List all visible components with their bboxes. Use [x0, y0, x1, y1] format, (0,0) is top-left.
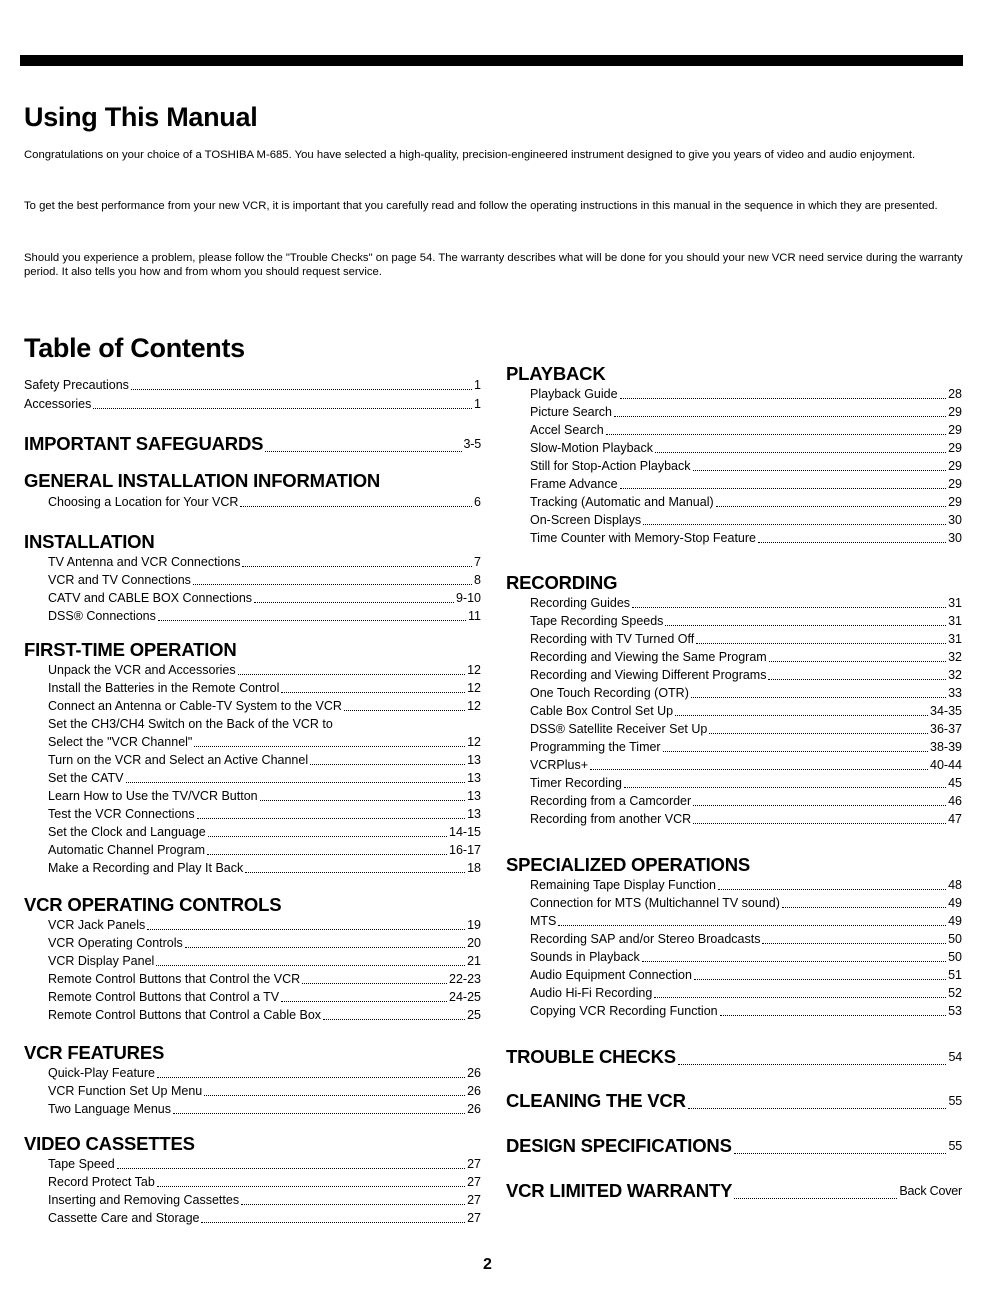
toc-entry-page: 47 [948, 812, 962, 826]
toc-entry[interactable] [530, 404, 962, 420]
dot-leader [302, 983, 447, 984]
toc-entry-page: 40-44 [930, 758, 962, 772]
toc-entry-page: 31 [948, 596, 962, 610]
toc-entry[interactable] [24, 396, 481, 412]
dot-leader [344, 710, 465, 711]
toc-title: Table of Contents [24, 333, 245, 363]
toc-entry-page: 55 [948, 1139, 962, 1153]
toc-entry-page: 50 [948, 932, 962, 946]
toc-entry-page: 25 [467, 1008, 481, 1022]
toc-entry[interactable] [530, 721, 962, 737]
dot-leader [93, 408, 472, 409]
toc-entry[interactable] [530, 967, 962, 983]
dot-leader [716, 506, 946, 507]
toc-entry[interactable] [48, 1210, 481, 1226]
toc-entry-label: Recording from another VCR [530, 812, 692, 826]
toc-entry[interactable] [530, 649, 962, 665]
toc-entry[interactable] [48, 1101, 481, 1117]
toc-entry[interactable] [530, 512, 962, 528]
toc-entry-page: 27 [467, 1157, 481, 1171]
toc-entry-page: 12 [467, 681, 481, 695]
dot-leader [242, 566, 472, 567]
toc-entry-page: 32 [948, 650, 962, 664]
dot-leader [117, 1168, 465, 1169]
toc-entry[interactable] [530, 775, 962, 791]
toc-entry[interactable] [48, 572, 481, 588]
dot-leader [693, 470, 947, 471]
toc-entry-page: 1 [474, 397, 481, 411]
intro-paragraph: Congratulations on your choice of a TOSHIBA M-685. You have selected a high-quality, precision-engineered instrument designed to give you years of video and audio enjoyment. [24, 149, 916, 161]
toc-section-heading: VCR OPERATING CONTROLS [24, 894, 282, 915]
toc-entry-page: 8 [474, 573, 481, 587]
toc-entry-label: One Touch Recording (OTR) [530, 686, 689, 700]
toc-entry[interactable] [530, 458, 962, 474]
toc-section-heading: VIDEO CASSETTES [24, 1133, 195, 1154]
toc-entry-page: 29 [948, 441, 962, 455]
dot-leader [197, 818, 465, 819]
toc-entry-label: Time Counter with Memory-Stop Feature [530, 531, 757, 545]
toc-entry[interactable] [530, 931, 962, 947]
toc-entry-label: Remote Control Buttons that Control the VCR [48, 972, 301, 986]
dot-leader [675, 715, 928, 716]
toc-entry-page: 54 [948, 1050, 962, 1064]
toc-entry-page: 12 [467, 735, 481, 749]
dot-leader [240, 506, 472, 507]
toc-entry[interactable] [48, 1174, 481, 1190]
toc-entry-page: Back Cover [899, 1184, 962, 1198]
dot-leader [642, 961, 946, 962]
toc-entry-label: Recording and Viewing the Same Program [530, 650, 767, 664]
toc-entry-label: Turn on the VCR and Select an Active Channel [48, 753, 309, 767]
toc-entry[interactable] [48, 806, 481, 822]
toc-entry-page: 53 [948, 1004, 962, 1018]
toc-entry-label: DSS® Satellite Receiver Set Up [530, 722, 708, 736]
toc-entry-label: VCR Operating Controls [48, 936, 183, 950]
toc-entry-page: 49 [948, 914, 962, 928]
toc-section-entry[interactable] [506, 1046, 962, 1068]
toc-section-heading: GENERAL INSTALLATION INFORMATION [24, 470, 381, 491]
toc-entry-label: Audio Equipment Connection [530, 968, 692, 982]
toc-entry-label: Connect an Antenna or Cable-TV System to the VCR [48, 699, 342, 713]
toc-entry-page: 3-5 [463, 437, 481, 451]
toc-entry[interactable] [530, 386, 962, 402]
toc-entry-page: 48 [948, 878, 962, 892]
toc-entry[interactable] [530, 985, 962, 1001]
toc-section-heading: RECORDING [506, 572, 618, 593]
dot-leader [606, 434, 946, 435]
toc-entry-page: 14-15 [449, 825, 481, 839]
toc-entry-page: 29 [948, 423, 962, 437]
toc-entry-page: 49 [948, 896, 962, 910]
toc-entry[interactable] [530, 667, 962, 683]
toc-entry-page: 55 [948, 1094, 962, 1108]
toc-entry-label: Cable Box Control Set Up [530, 704, 674, 718]
toc-entry-page: 21 [467, 954, 481, 968]
toc-entry-label: Set the CATV [48, 771, 124, 785]
dot-leader [758, 542, 946, 543]
dot-leader [265, 451, 461, 452]
toc-entry-page: 13 [467, 771, 481, 785]
toc-entry[interactable] [530, 895, 962, 911]
dot-leader [620, 488, 947, 489]
toc-entry-page: 20 [467, 936, 481, 950]
toc-entry[interactable] [530, 613, 962, 629]
toc-entry-label: Two Language Menus [48, 1102, 172, 1116]
toc-entry[interactable] [48, 1083, 481, 1099]
dot-leader [691, 697, 946, 698]
toc-entry-page: 38-39 [930, 740, 962, 754]
toc-entry-page: 18 [467, 861, 481, 875]
dot-leader [208, 836, 447, 837]
toc-section-label: VCR LIMITED WARRANTY [506, 1180, 733, 1201]
dot-leader [310, 764, 465, 765]
toc-entry[interactable] [48, 917, 481, 933]
toc-entry-label: Install the Batteries in the Remote Control [48, 681, 280, 695]
dot-leader [694, 979, 946, 980]
toc-entry-label: Recording Guides [530, 596, 631, 610]
toc-entry-label: Set the Clock and Language [48, 825, 206, 839]
dot-leader [173, 1113, 465, 1114]
dot-leader [768, 679, 946, 680]
toc-entry-page: 36-37 [930, 722, 962, 736]
toc-entry-page: 30 [948, 531, 962, 545]
toc-entry[interactable] [48, 788, 481, 804]
toc-entry-label: Still for Stop-Action Playback [530, 459, 691, 473]
dot-leader [762, 943, 946, 944]
dot-leader [665, 625, 946, 626]
dot-leader [241, 1204, 465, 1205]
toc-entry-label: Picture Search [530, 405, 612, 419]
toc-entry-label: Playback Guide [530, 387, 618, 401]
toc-entry-page: 46 [948, 794, 962, 808]
toc-entry[interactable] [530, 913, 962, 929]
toc-entry[interactable] [530, 1003, 962, 1019]
toc-entry-page: 50 [948, 950, 962, 964]
toc-entry[interactable] [48, 680, 481, 696]
toc-entry-label: Accel Search [530, 423, 604, 437]
toc-entry[interactable] [48, 1192, 481, 1208]
dot-leader [157, 1077, 465, 1078]
toc-entry[interactable] [530, 595, 962, 611]
toc-entry-page: 31 [948, 632, 962, 646]
toc-entry-page: 22-23 [449, 972, 481, 986]
toc-entry-label: VCR and TV Connections [48, 573, 191, 587]
toc-entry-label: VCRPlus+ [530, 758, 589, 772]
toc-entry[interactable] [48, 860, 481, 876]
toc-entry-page: 31 [948, 614, 962, 628]
dot-leader [156, 965, 465, 966]
toc-entry-label: Copying VCR Recording Function [530, 1004, 718, 1018]
dot-leader [147, 929, 465, 930]
dot-leader [245, 872, 465, 873]
toc-entry-label: Slow-Motion Playback [530, 441, 653, 455]
top-rule [20, 55, 963, 66]
toc-entry[interactable] [530, 757, 962, 773]
dot-leader [643, 524, 946, 525]
dot-leader [614, 416, 946, 417]
toc-section-heading: FIRST-TIME OPERATION [24, 639, 237, 660]
dot-leader [281, 692, 465, 693]
toc-entry-label: Accessories [24, 397, 92, 411]
dot-leader [207, 854, 447, 855]
toc-entry-label: Cassette Care and Storage [48, 1211, 200, 1225]
toc-entry-page: 12 [467, 699, 481, 713]
dot-leader [693, 823, 946, 824]
toc-entry[interactable] [48, 824, 481, 840]
toc-entry-label: Connection for MTS (Multichannel TV sound) [530, 896, 780, 910]
toc-section-heading: VCR FEATURES [24, 1042, 165, 1063]
toc-entry-label: Select the "VCR Channel" [48, 735, 193, 749]
toc-section-label: CLEANING THE VCR [506, 1090, 686, 1111]
toc-entry[interactable] [48, 698, 481, 714]
toc-entry-label: Make a Recording and Play It Back [48, 861, 244, 875]
intro-paragraph: To get the best performance from your new VCR, it is important that you carefully read and follow the operating instructions in this manual in the sequence in which they are presented. [24, 200, 938, 212]
toc-entry[interactable] [530, 631, 962, 647]
dot-leader [688, 1108, 947, 1109]
toc-entry[interactable] [48, 770, 481, 786]
toc-entry[interactable] [530, 476, 962, 492]
dot-leader [204, 1095, 465, 1096]
toc-entry[interactable] [530, 703, 962, 719]
toc-entry-page: 29 [948, 477, 962, 491]
toc-entry-label: Frame Advance [530, 477, 618, 491]
toc-section-entry[interactable] [506, 1135, 962, 1157]
toc-entry-label: Learn How to Use the TV/VCR Button [48, 789, 258, 803]
toc-entry-page: 51 [948, 968, 962, 982]
toc-entry-page: 52 [948, 986, 962, 1000]
dot-leader [194, 746, 465, 747]
toc-entry[interactable] [48, 1156, 481, 1172]
dot-leader [678, 1064, 947, 1065]
dot-leader [254, 602, 454, 603]
toc-entry[interactable] [48, 971, 481, 987]
toc-entry[interactable] [48, 590, 481, 606]
dot-leader [734, 1198, 897, 1199]
toc-entry-label: Recording with TV Turned Off [530, 632, 695, 646]
toc-entry[interactable] [530, 811, 962, 827]
toc-entry[interactable] [48, 734, 481, 750]
toc-entry-page: 19 [467, 918, 481, 932]
toc-entry[interactable] [530, 440, 962, 456]
toc-entry-page: 30 [948, 513, 962, 527]
toc-entry-page: 29 [948, 405, 962, 419]
dot-leader [260, 800, 465, 801]
toc-entry-label: Programming the Timer [530, 740, 661, 754]
toc-section-label: TROUBLE CHECKS [506, 1046, 676, 1067]
toc-entry-label: MTS [530, 914, 557, 928]
toc-entry-label: Quick-Play Feature [48, 1066, 155, 1080]
toc-entry-page: 13 [467, 789, 481, 803]
toc-entry[interactable] [530, 793, 962, 809]
toc-entry[interactable] [48, 1065, 481, 1081]
toc-entry[interactable] [530, 685, 962, 701]
toc-entry[interactable] [48, 608, 481, 624]
toc-entry-label: VCR Jack Panels [48, 918, 146, 932]
toc-entry-label: Tape Speed [48, 1157, 115, 1171]
dot-leader [782, 907, 946, 908]
toc-entry-label: Audio Hi-Fi Recording [530, 986, 653, 1000]
toc-entry-label: CATV and CABLE BOX Connections [48, 591, 253, 605]
toc-entry[interactable] [530, 877, 962, 893]
dot-leader [238, 674, 466, 675]
toc-entry-page: 24-25 [449, 990, 481, 1004]
dot-leader [590, 769, 928, 770]
toc-entry-page: 29 [948, 459, 962, 473]
toc-entry-page: 9-10 [455, 591, 481, 605]
toc-section-heading: SPECIALIZED OPERATIONS [506, 854, 751, 875]
intro-title: Using This Manual [24, 102, 258, 132]
toc-entry-label: Set the CH3/CH4 Switch on the Back of the VCR to [48, 717, 333, 731]
toc-entry[interactable] [48, 935, 481, 951]
toc-entry-label: VCR Function Set Up Menu [48, 1084, 203, 1098]
dot-leader [193, 584, 472, 585]
dot-leader [185, 947, 465, 948]
toc-entry-label: Tape Recording Speeds [530, 614, 664, 628]
dot-leader [620, 398, 947, 399]
toc-entry-page: 33 [948, 686, 962, 700]
toc-entry-page: 13 [467, 753, 481, 767]
toc-entry[interactable] [48, 989, 481, 1005]
toc-entry-page: 26 [467, 1084, 481, 1098]
toc-entry-page: 13 [467, 807, 481, 821]
toc-entry-label: On-Screen Displays [530, 513, 642, 527]
toc-entry[interactable] [48, 494, 481, 510]
toc-entry-page: 12 [467, 663, 481, 677]
toc-section-entry[interactable] [24, 433, 481, 455]
dot-leader [126, 782, 466, 783]
toc-entry-label: Automatic Channel Program [48, 843, 206, 857]
toc-entry-page: 29 [948, 495, 962, 509]
toc-entry[interactable] [48, 1007, 481, 1023]
dot-leader [693, 805, 946, 806]
toc-entry[interactable] [48, 554, 481, 570]
dot-leader [558, 925, 946, 926]
dot-leader [624, 787, 946, 788]
toc-entry[interactable] [530, 949, 962, 965]
intro-paragraph: Should you experience a problem, please follow the "Trouble Checks" on page 54. The warranty describes what will be done for you should your new VCR need service during the warranty period. It also tells you how and from whom you should request service. [24, 252, 963, 278]
toc-entry-label: Record Protect Tab [48, 1175, 155, 1189]
toc-entry[interactable] [530, 422, 962, 438]
toc-entry-page: 28 [948, 387, 962, 401]
dot-leader [157, 1186, 465, 1187]
toc-entry-label: Safety Precautions [24, 378, 129, 392]
dot-leader [709, 733, 928, 734]
toc-entry-label: Timer Recording [530, 776, 622, 790]
dot-leader [734, 1153, 947, 1154]
dot-leader [131, 389, 472, 390]
toc-entry-page: 26 [467, 1102, 481, 1116]
toc-entry-page: 27 [467, 1193, 481, 1207]
dot-leader [281, 1001, 447, 1002]
toc-entry-label: Remaining Tape Display Function [530, 878, 716, 892]
toc-entry-page: 11 [468, 609, 481, 623]
dot-leader [769, 661, 946, 662]
toc-entry[interactable] [48, 953, 481, 969]
toc-entry[interactable] [530, 494, 962, 510]
toc-entry-label: Inserting and Removing Cassettes [48, 1193, 240, 1207]
dot-leader [323, 1019, 465, 1020]
toc-section-heading: INSTALLATION [24, 531, 155, 552]
toc-entry[interactable] [530, 739, 962, 755]
toc-entry-label: Unpack the VCR and Accessories [48, 663, 236, 677]
dot-leader [158, 620, 466, 621]
toc-entry[interactable] [48, 752, 481, 768]
toc-entry-label: Sounds in Playback [530, 950, 640, 964]
toc-entry-page: 16-17 [449, 843, 481, 857]
toc-entry-label: DSS® Connections [48, 609, 156, 623]
toc-entry-label: Test the VCR Connections [48, 807, 195, 821]
toc-section-entry[interactable] [506, 1180, 962, 1202]
dot-leader [718, 889, 946, 890]
dot-leader [720, 1015, 947, 1016]
toc-section-label: DESIGN SPECIFICATIONS [506, 1135, 732, 1156]
dot-leader [655, 452, 946, 453]
toc-entry-page: 32 [948, 668, 962, 682]
toc-entry-continued [48, 716, 481, 732]
toc-entry-page: 26 [467, 1066, 481, 1080]
toc-entry-label: Remote Control Buttons that Control a Cable Box [48, 1008, 322, 1022]
toc-section-label: IMPORTANT SAFEGUARDS [24, 433, 264, 454]
toc-entry[interactable] [24, 377, 481, 393]
toc-entry-label: Choosing a Location for Your VCR [48, 495, 239, 509]
dot-leader [654, 997, 946, 998]
toc-entry-page: 27 [467, 1175, 481, 1189]
toc-entry-label: Recording from a Camcorder [530, 794, 692, 808]
toc-entry[interactable] [48, 842, 481, 858]
dot-leader [201, 1222, 465, 1223]
toc-entry-page: 45 [948, 776, 962, 790]
toc-section-entry[interactable] [506, 1090, 962, 1112]
toc-entry-page: 6 [474, 495, 481, 509]
toc-entry-label: Tracking (Automatic and Manual) [530, 495, 714, 509]
toc-entry-label: VCR Display Panel [48, 954, 155, 968]
dot-leader [632, 607, 946, 608]
toc-entry-page: 7 [474, 555, 481, 569]
toc-entry-label: Recording and Viewing Different Programs [530, 668, 767, 682]
page-number: 2 [483, 1256, 492, 1273]
dot-leader [696, 643, 946, 644]
toc-entry-label: Remote Control Buttons that Control a TV [48, 990, 280, 1004]
toc-entry[interactable] [48, 662, 481, 678]
toc-entry-page: 34-35 [930, 704, 962, 718]
toc-section-heading: PLAYBACK [506, 363, 606, 384]
toc-entry-label: Recording SAP and/or Stereo Broadcasts [530, 932, 761, 946]
dot-leader [663, 751, 928, 752]
toc-entry[interactable] [530, 530, 962, 546]
toc-entry-page: 27 [467, 1211, 481, 1225]
toc-entry-label: TV Antenna and VCR Connections [48, 555, 241, 569]
toc-entry-page: 1 [474, 378, 481, 392]
